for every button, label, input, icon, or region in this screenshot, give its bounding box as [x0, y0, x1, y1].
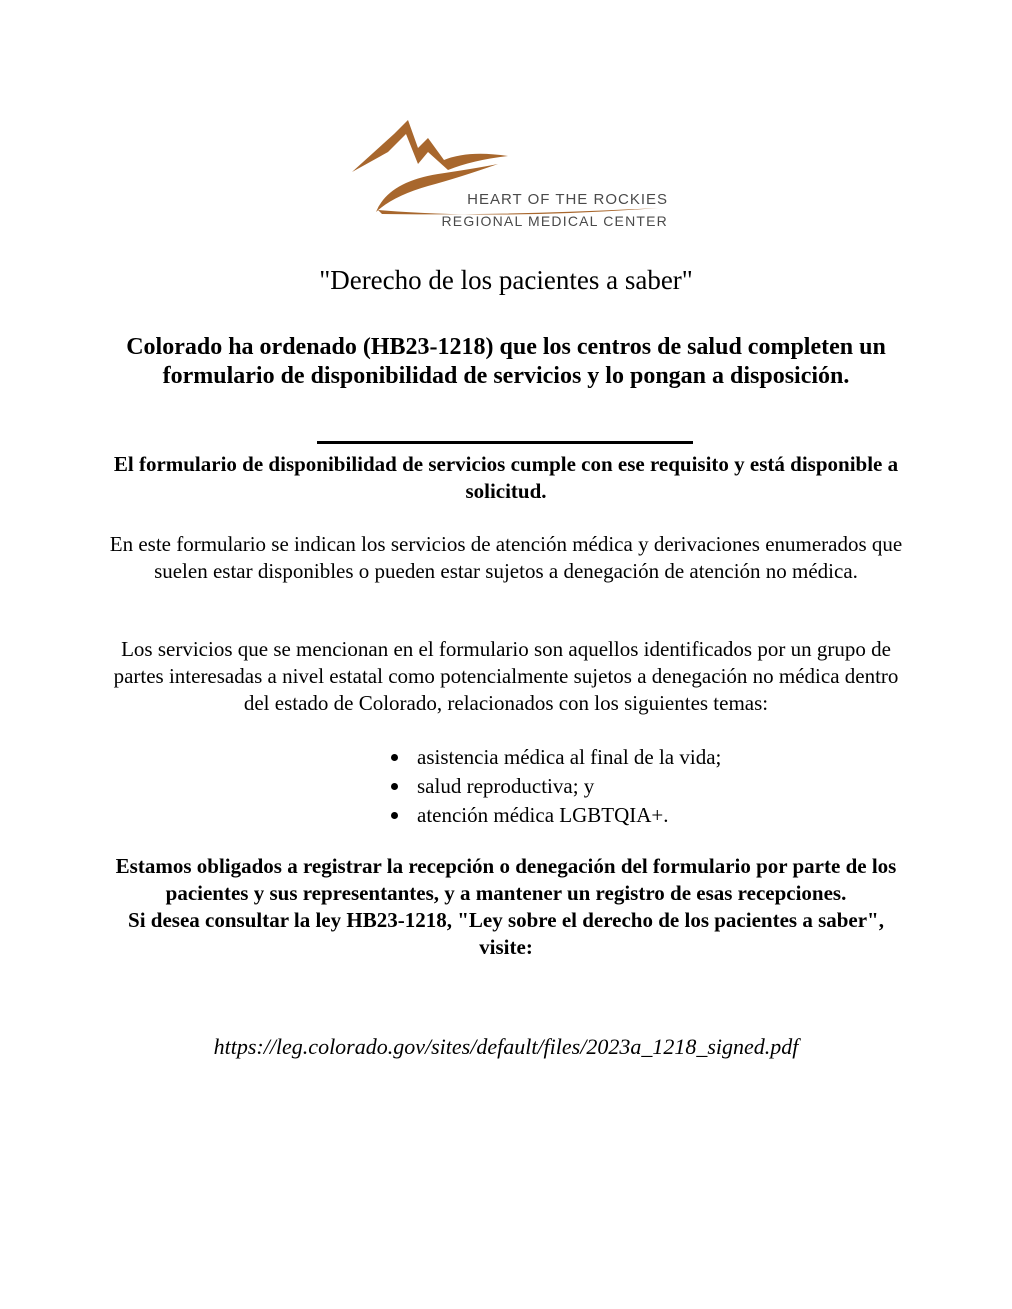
requirement-text: El formulario de disponibilidad de servicios cumple con ese requisito y está disponible a solicitud. — [113, 452, 899, 503]
topic-label: asistencia médica al final de la vida; — [417, 745, 722, 769]
list-item — [385, 772, 721, 801]
law-reference-text: Si desea consultar la ley HB23-1218, "Ley sobre el derecho de los pacientes a saber", visite: — [128, 908, 884, 959]
bullet-icon — [391, 812, 398, 819]
obligation-section — [100, 853, 912, 961]
page-title: "Derecho de los pacientes a saber" — [319, 265, 693, 295]
bullet-icon — [391, 783, 398, 790]
form-description: En este formulario se indican los servicios de atención médica y derivaciones enumerados que suelen estar disponibles o pueden estar sujetos a denegación de atención no médica. — [109, 532, 903, 583]
topic-label: salud reproductiva; y — [417, 774, 595, 798]
services-description: Los servicios que se mencionan en el formulario son aquellos identificados por un grupo de partes interesadas a nivel estatal como potencialmente sujetos a denegación no médica dentro del estado de Colorado, relacionados con los siguientes temas: — [113, 637, 899, 715]
logo-name-line2: REGIONAL MEDICAL CENTER — [441, 213, 668, 229]
logo-name-line1: HEART OF THE ROCKIES — [467, 191, 668, 208]
obligation-text: Estamos obligados a registrar la recepción o denegación del formulario por parte de los pacientes y sus representantes, y a mantener un registro de esas recepciones. — [115, 854, 897, 905]
mandate-heading: Colorado ha ordenado (HB23-1218) que los centros de salud completen un formulario de disponibilidad de servicios y lo pongan a disposición. — [126, 334, 886, 389]
list-item — [385, 743, 721, 772]
law-url-link[interactable]: https://leg.colorado.gov/sites/default/files/2023a_1218_signed.pdf — [213, 1034, 799, 1059]
hospital-logo — [348, 112, 668, 237]
bullet-icon — [391, 754, 398, 761]
topic-list — [385, 743, 721, 830]
list-item — [385, 801, 721, 830]
divider — [317, 441, 693, 444]
topic-label: atención médica LGBTQIA+. — [417, 803, 669, 827]
